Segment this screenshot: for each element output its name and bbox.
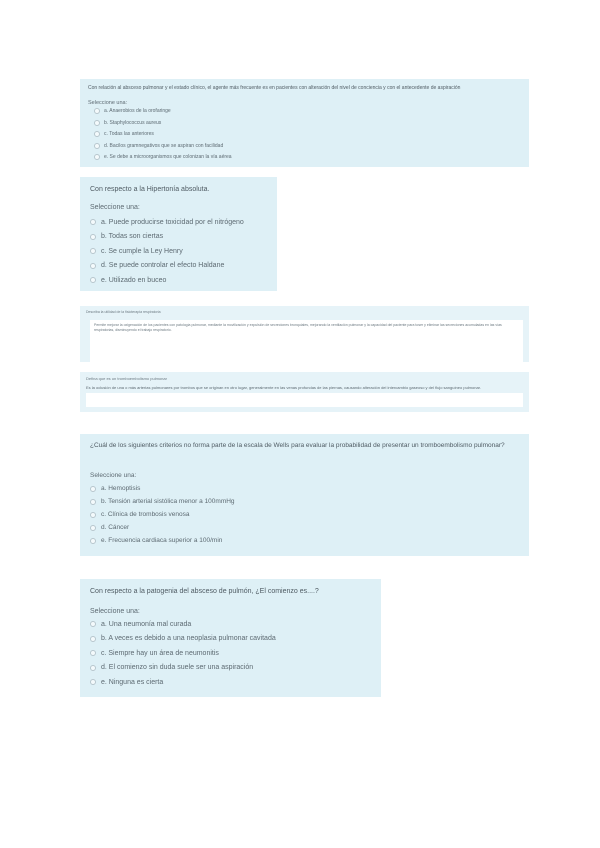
radio-button[interactable] bbox=[94, 120, 100, 126]
radio-button[interactable] bbox=[90, 263, 96, 269]
radio-button[interactable] bbox=[90, 512, 96, 518]
radio-button[interactable] bbox=[90, 636, 96, 642]
option-c[interactable] bbox=[88, 129, 521, 141]
option-c[interactable] bbox=[90, 508, 519, 521]
option-e[interactable] bbox=[90, 675, 371, 690]
option-d[interactable] bbox=[90, 661, 371, 676]
option-label: b. Tensión arterial sistólica menor a 100mmHg bbox=[101, 498, 235, 506]
question-card-3 bbox=[80, 306, 529, 362]
option-c[interactable] bbox=[90, 244, 267, 259]
question-text: Con relación al absceso pulmonar y el estado clínico, el agente más frecuente es en pacientes con alteración del nivel de conciencia y con el antecedente de aspiración bbox=[88, 85, 461, 91]
option-label: e. Ninguna es cierta bbox=[101, 678, 164, 686]
option-label: d. Cáncer bbox=[101, 524, 130, 532]
radio-button[interactable] bbox=[90, 248, 96, 254]
option-label: e. Se debe a microorganismos que colonizan la vía aérea bbox=[104, 154, 232, 161]
question-text: Con respecto a la patogenia del absceso de pulmón, ¿El comienzo es....? bbox=[90, 588, 319, 595]
option-label: d. Bacilos gramnegativos que se aspiran con facilidad bbox=[104, 142, 224, 149]
option-label: e. Frecuencia cardiaca superior a 100/min bbox=[101, 537, 223, 545]
option-e[interactable] bbox=[90, 534, 519, 547]
answer-area[interactable] bbox=[86, 393, 523, 407]
radio-button[interactable] bbox=[94, 108, 100, 114]
option-d[interactable] bbox=[90, 259, 267, 274]
option-a[interactable] bbox=[90, 482, 519, 495]
select-prompt: Seleccione una: bbox=[90, 204, 140, 212]
option-d[interactable] bbox=[90, 521, 519, 534]
option-label: b. Staphylococcus aureus bbox=[104, 119, 162, 126]
radio-button[interactable] bbox=[90, 234, 96, 240]
answer-text[interactable]: Permite mejorar la oxigenación de los pacientes con patología pulmonar, mediante la movilización y expulsión de secreciones bronquiales, mejorando la ventilación pulmonar y la capacidad del paciente para toser y eliminar las secreciones acumuladas en las vías respiratorias, disminuyendo el trabajo respiratorio. bbox=[90, 320, 523, 362]
radio-button[interactable] bbox=[90, 538, 96, 544]
option-label: d. El comienzo sin duda suele ser una aspiración bbox=[101, 664, 254, 672]
radio-button[interactable] bbox=[90, 525, 96, 531]
select-prompt: Seleccione una: bbox=[90, 608, 140, 616]
question-card-4 bbox=[80, 372, 529, 412]
question-card-5 bbox=[80, 434, 529, 556]
select-prompt: Seleccione una: bbox=[90, 472, 137, 480]
question-card-2 bbox=[80, 177, 277, 291]
question-text: Describa la utilidad de la fisioterapia respiratoria bbox=[86, 310, 161, 314]
radio-button[interactable] bbox=[90, 277, 96, 283]
question-text: ¿Cuál de los siguientes criterios no forma parte de la escala de Wells para evaluar la probabilidad de presentar un tromboembolismo pulmonar? bbox=[90, 442, 505, 449]
question-text: Defina que es un tromboembolismo pulmonar bbox=[86, 376, 167, 381]
radio-button[interactable] bbox=[94, 143, 100, 149]
option-label: b. A veces es debido a una neoplasia pulmonar cavitada bbox=[101, 635, 276, 643]
option-c[interactable] bbox=[90, 646, 371, 661]
question-text: Con respecto a la Hipertonía absoluta. bbox=[90, 186, 210, 193]
option-b[interactable] bbox=[90, 632, 371, 647]
question-card-1 bbox=[80, 79, 529, 167]
option-label: d. Se puede controlar el efecto Haldane bbox=[101, 262, 225, 270]
answer-text[interactable]: Es la oclusión de una o más arterias pulmonares por trombos que se originan en otro lugar, generalmente en las venas profundas de las piernas, causando alteración del intercambio gaseoso y del flujo sanguíneo pulmonar. bbox=[86, 385, 481, 391]
radio-button[interactable] bbox=[94, 131, 100, 137]
option-label: a. Hemoptisis bbox=[101, 485, 141, 493]
option-label: a. Puede producirse toxicidad por el nitrógeno bbox=[101, 218, 244, 226]
option-e[interactable] bbox=[90, 273, 267, 288]
option-label: c. Clínica de trombosis venosa bbox=[101, 511, 190, 519]
question-card-6 bbox=[80, 579, 381, 697]
radio-button[interactable] bbox=[90, 499, 96, 505]
option-b[interactable] bbox=[90, 230, 267, 245]
option-a[interactable] bbox=[90, 215, 267, 230]
select-prompt: Seleccione una: bbox=[88, 99, 128, 106]
option-a[interactable] bbox=[90, 617, 371, 632]
option-b[interactable] bbox=[88, 117, 521, 129]
option-label: e. Utilizado en buceo bbox=[101, 276, 167, 284]
option-label: c. Se cumple la Ley Henry bbox=[101, 247, 183, 255]
radio-button[interactable] bbox=[90, 219, 96, 225]
option-a[interactable] bbox=[88, 106, 521, 118]
option-label: a. Una neumonía mal curada bbox=[101, 620, 192, 628]
option-label: a. Anaerobios de la orofaringe bbox=[104, 108, 171, 115]
radio-button[interactable] bbox=[90, 665, 96, 671]
radio-button[interactable] bbox=[90, 650, 96, 656]
radio-button[interactable] bbox=[90, 486, 96, 492]
radio-button[interactable] bbox=[94, 154, 100, 160]
option-label: c. Todas las anteriores bbox=[104, 131, 154, 138]
option-b[interactable] bbox=[90, 495, 519, 508]
radio-button[interactable] bbox=[90, 679, 96, 685]
option-d[interactable] bbox=[88, 140, 521, 152]
option-e[interactable] bbox=[88, 152, 521, 164]
radio-button[interactable] bbox=[90, 621, 96, 627]
option-label: b. Todas son ciertas bbox=[101, 233, 164, 241]
option-label: c. Siempre hay un área de neumonitis bbox=[101, 649, 219, 657]
